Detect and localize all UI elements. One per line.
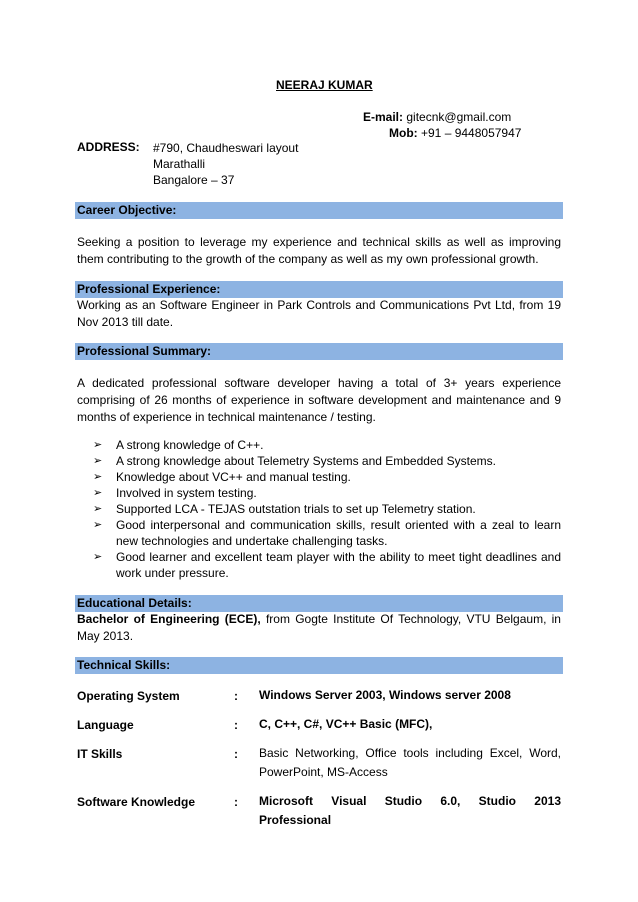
arrow-bullet-icon: ➢ bbox=[93, 551, 103, 563]
address-line: #790, Chaudheswari layout bbox=[153, 141, 299, 155]
email-line bbox=[363, 109, 521, 125]
education-text bbox=[77, 611, 561, 645]
list-item: ➢ A strong knowledge about Telemetry Systems and Embedded Systems. bbox=[93, 454, 496, 468]
arrow-bullet-icon: ➢ bbox=[93, 487, 103, 499]
arrow-bullet-icon: ➢ bbox=[93, 519, 103, 531]
section-heading-career-objective: Career Objective: bbox=[75, 202, 563, 219]
email-label: E-mail: bbox=[363, 110, 404, 124]
professional-summary-text: A dedicated professional software developer having a total of 3+ years experience comprising of 26 months of experience in software development and maintenance and 9 months of experience in technical maintenance / testing. bbox=[77, 376, 561, 424]
degree-details: from Gogte Institute Of Technology, VTU Belgaum, in May 2013. bbox=[77, 612, 561, 643]
address-line: Marathalli bbox=[153, 157, 206, 171]
skill-value: Microsoft Visual Studio 6.0, Studio 2013 Professional bbox=[259, 794, 561, 827]
skill-key: IT Skills bbox=[77, 747, 123, 761]
section-heading-professional-experience: Professional Experience: bbox=[75, 281, 563, 298]
mobile-line bbox=[363, 125, 521, 141]
skill-separator: : bbox=[234, 689, 238, 703]
section-heading-technical-skills: Technical Skills: bbox=[75, 657, 563, 674]
section-heading-educational-details: Educational Details: bbox=[75, 595, 563, 612]
mobile-label: Mob: bbox=[389, 126, 418, 140]
career-objective-text: Seeking a position to leverage my experience and technical skills as well as improving them contributing to the growth of the company as well as my own professional growth. bbox=[77, 235, 561, 266]
skill-key: Software Knowledge bbox=[77, 795, 196, 809]
skill-key: Language bbox=[77, 718, 134, 732]
skill-separator: : bbox=[234, 747, 238, 761]
arrow-bullet-icon: ➢ bbox=[93, 455, 103, 467]
arrow-bullet-icon: ➢ bbox=[93, 471, 103, 483]
candidate-name: NEERAJ KUMAR bbox=[276, 78, 373, 92]
contact-block bbox=[363, 109, 521, 141]
skill-value: Windows Server 2003, Windows server 2008 bbox=[259, 688, 511, 702]
list-item: ➢ Supported LCA - TEJAS outstation trials to set up Telemetry station. bbox=[93, 502, 476, 516]
email-value[interactable]: gitecnk@gmail.com bbox=[406, 110, 512, 124]
section-heading-professional-summary: Professional Summary: bbox=[75, 343, 563, 360]
mobile-value: +91 – 9448057947 bbox=[421, 126, 522, 140]
list-item: ➢ Involved in system testing. bbox=[93, 486, 257, 500]
list-item: ➢ Knowledge about VC++ and manual testing. bbox=[93, 470, 351, 484]
skill-key: Operating System bbox=[77, 689, 180, 703]
address-line: Bangalore – 37 bbox=[153, 173, 235, 187]
skill-separator: : bbox=[234, 718, 238, 732]
skill-value: C, C++, C#, VC++ Basic (MFC), bbox=[259, 717, 433, 731]
list-item: ➢ A strong knowledge of C++. bbox=[93, 438, 264, 452]
professional-experience-text: Working as an Software Engineer in Park Controls and Communications Pvt Ltd, from 19 Nov 2013 till date. bbox=[77, 298, 561, 329]
arrow-bullet-icon: ➢ bbox=[93, 503, 103, 515]
degree-name: Bachelor of Engineering (ECE), bbox=[77, 612, 261, 626]
list-item: ➢ Good learner and excellent team player with the ability to meet tight deadlines and work under pressure. bbox=[93, 550, 561, 580]
address-block bbox=[153, 140, 298, 188]
skill-separator: : bbox=[234, 795, 238, 809]
summary-bullet-list bbox=[93, 437, 561, 581]
arrow-bullet-icon: ➢ bbox=[93, 439, 103, 451]
address-label: ADDRESS: bbox=[77, 140, 140, 154]
list-item: ➢ Good interpersonal and communication skills, result oriented with a zeal to learn new technologies and undertake challenging tasks. bbox=[93, 518, 561, 548]
skill-value: Basic Networking, Office tools including Excel, Word, PowerPoint, MS-Access bbox=[259, 746, 561, 779]
